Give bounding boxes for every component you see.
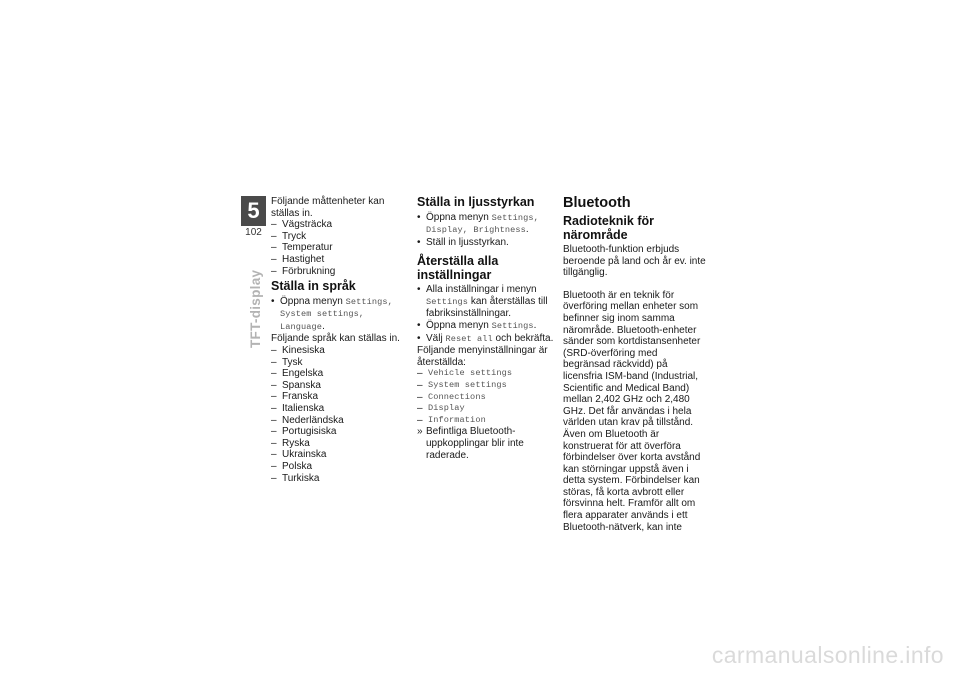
list-item: – Nederländska — [271, 415, 409, 427]
step-text: . — [322, 320, 325, 332]
bluetooth-para-2: Bluetooth är en teknik för överföring mellan enheter som befinner sig inom samma närområde. Bluetooth-enheter sänder som kortdistansenheter (SRD-överföring med begränsad räckvidd) på licensfria ISM-band (Industrial, Scientific and Medical Band) mellan 2,402 GHz och 2,480 GHz. Det får användas i hela världen utan krav på tillstånd. — [563, 289, 701, 429]
list-item: – System settings — [417, 380, 555, 392]
brightness-step-2: • Ställ in ljusstyrkan. — [417, 237, 555, 249]
heading-radio: Radioteknik för närområde — [563, 214, 654, 242]
list-item: – Vehicle settings — [417, 368, 555, 380]
list-item: – Temperatur — [271, 242, 409, 254]
reset-step-3 — [417, 333, 555, 346]
step-text: kan återställas till fabriksinställningar. — [426, 295, 548, 320]
step-text: Alla inställningar i menyn — [426, 284, 537, 296]
chapter-number: 5 — [247, 198, 260, 223]
reset-result: » Befintliga Bluetooth-uppkopplingar blir inte raderade. — [417, 426, 555, 461]
heading-brightness: Ställa in ljusstyrkan — [417, 195, 535, 209]
step-text: Öppna menyn — [426, 320, 492, 332]
reset-intro: Följande menyinställningar är återställda: — [417, 345, 548, 368]
column-2 — [417, 196, 555, 461]
list-item: – Ukrainska — [271, 449, 409, 461]
watermark: carmanualsonline.info — [711, 642, 944, 668]
list-item: – Display — [417, 403, 555, 415]
list-item: – Polska — [271, 461, 409, 473]
list-item: – Kinesiska — [271, 345, 409, 357]
chapter-number-badge — [241, 196, 266, 226]
heading-language: Ställa in språk — [271, 279, 356, 294]
column-3 — [563, 196, 707, 533]
menu-path: Settings — [426, 296, 469, 307]
reset-step-1 — [417, 284, 555, 320]
list-item: – Engelska — [271, 368, 409, 380]
list-item: – Tryck — [271, 231, 409, 243]
step-text: Öppna menyn — [280, 295, 346, 307]
reset-step-2 — [417, 320, 555, 333]
page-number: 102 — [245, 227, 262, 238]
menu-path: Settings — [491, 321, 534, 332]
languages-intro: Följande språk kan ställas in. — [271, 333, 400, 345]
language-step — [271, 296, 409, 334]
step-text: och bekräfta. — [492, 332, 554, 344]
column-1 — [271, 196, 409, 484]
list-item: – Connections — [417, 392, 555, 404]
languages-list — [271, 345, 409, 484]
section-side-title: TFT-display — [248, 269, 263, 348]
step-text: Öppna menyn — [426, 211, 492, 223]
step-text: . — [525, 224, 529, 236]
list-item: – Tysk — [271, 357, 409, 369]
list-item: – Franska — [271, 391, 409, 403]
paragraph-gap — [563, 279, 707, 290]
list-item: – Italienska — [271, 403, 409, 415]
units-list — [271, 219, 409, 277]
step-text: Välj — [426, 332, 446, 344]
brightness-step-1 — [417, 212, 555, 237]
reset-items-list — [417, 368, 555, 426]
step-text: . — [533, 320, 537, 332]
menu-path: Settings, Display, Brightness — [426, 212, 539, 236]
heading-bluetooth: Bluetooth — [563, 195, 631, 211]
menu-path: Reset all — [445, 333, 493, 344]
menu-path: Settings, System settings, Language — [280, 296, 393, 332]
list-item: – Turkiska — [271, 473, 409, 485]
units-intro: Följande måttenheter kan ställas in. — [271, 196, 385, 219]
bluetooth-para-1: Bluetooth-funktion erbjuds beroende på land och år ev. inte tillgänglig. — [563, 244, 706, 279]
list-item: – Portugisiska — [271, 426, 409, 438]
list-item: – Förbrukning — [271, 266, 409, 278]
list-item: – Information — [417, 415, 555, 427]
list-item: – Ryska — [271, 438, 409, 450]
heading-reset: Återställa alla inställningar — [417, 254, 499, 282]
list-item: – Spanska — [271, 380, 409, 392]
bluetooth-para-3: Även om Bluetooth är konstruerat för att överföra förbindelser över korta avstånd kan störningar uppstå även i detta system. Förbindelser kan störas, få korta avbrott eller försvinna helt. Framför allt om flera apparater används i ett Bluetooth-nätverk, kan inte — [563, 428, 701, 533]
list-item: – Vägsträcka — [271, 219, 409, 231]
list-item: – Hastighet — [271, 254, 409, 266]
